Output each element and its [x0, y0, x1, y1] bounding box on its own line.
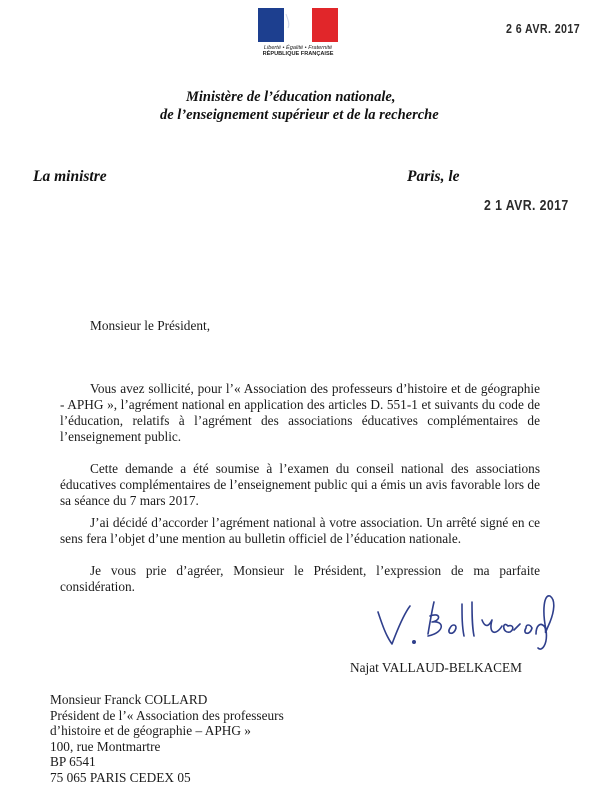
paragraph: J’ai décidé d’accorder l’agrément national à votre association. Un arrêté signé en ce sens fera l’objet d’une mention au bulletin officiel de l’éducation nationale.: [60, 515, 540, 546]
address-line: 100, rue Montmartre: [50, 738, 161, 754]
marianne-profile-icon: [272, 8, 324, 42]
republic-motto: Liberté • Égalité • Fraternité: [263, 45, 333, 51]
paragraph: Je vous prie d’agréer, Monsieur le Président, l’expression de ma parfaite considération.: [60, 563, 540, 594]
ministry-name-line2: de l’enseignement supérieur et de la recherche: [160, 107, 439, 123]
handwritten-signature: [370, 590, 560, 658]
republic-name: RÉPUBLIQUE FRANÇAISE: [262, 51, 334, 57]
salutation: Monsieur le Président,: [90, 318, 211, 333]
marianne-logo: [258, 8, 338, 57]
received-date-stamp: 2 6 AVR. 2017: [506, 21, 581, 36]
tricolor-flag: [258, 8, 338, 42]
recipient-address: [50, 692, 284, 786]
address-line: 75 065 PARIS CEDEX 05: [50, 769, 191, 785]
paragraph: Vous avez sollicité, pour l’« Association des professeurs d’histoire et de géographie - APHG », l’agrément national en application des articles D. 551-1 et suivants du code de l’éducation, relatifs à l’agrément des associations éducatives complémentaires de l’enseignement public.: [60, 381, 540, 444]
address-line: BP 6541: [50, 754, 96, 770]
signatory-name: Najat VALLAUD-BELKACEM: [350, 660, 522, 675]
ministry-name-line1: Ministère de l’éducation nationale,: [186, 89, 396, 105]
place-date-label: Paris, le: [407, 168, 460, 185]
address-line: d’histoire et de géographie – APHG »: [50, 723, 251, 739]
address-line: Monsieur Franck COLLARD: [50, 692, 208, 707]
paragraph: Cette demande a été soumise à l’examen du conseil national des associations éducatives complémentaires de l’enseignement public qui a émis un avis favorable lors de sa séance du 7 mars 2017.: [60, 461, 540, 508]
sender-title: La ministre: [33, 168, 107, 185]
address-line: Président de l’« Association des professeurs: [50, 707, 284, 723]
letter-date-stamp: 2 1 AVR. 2017: [484, 197, 569, 214]
